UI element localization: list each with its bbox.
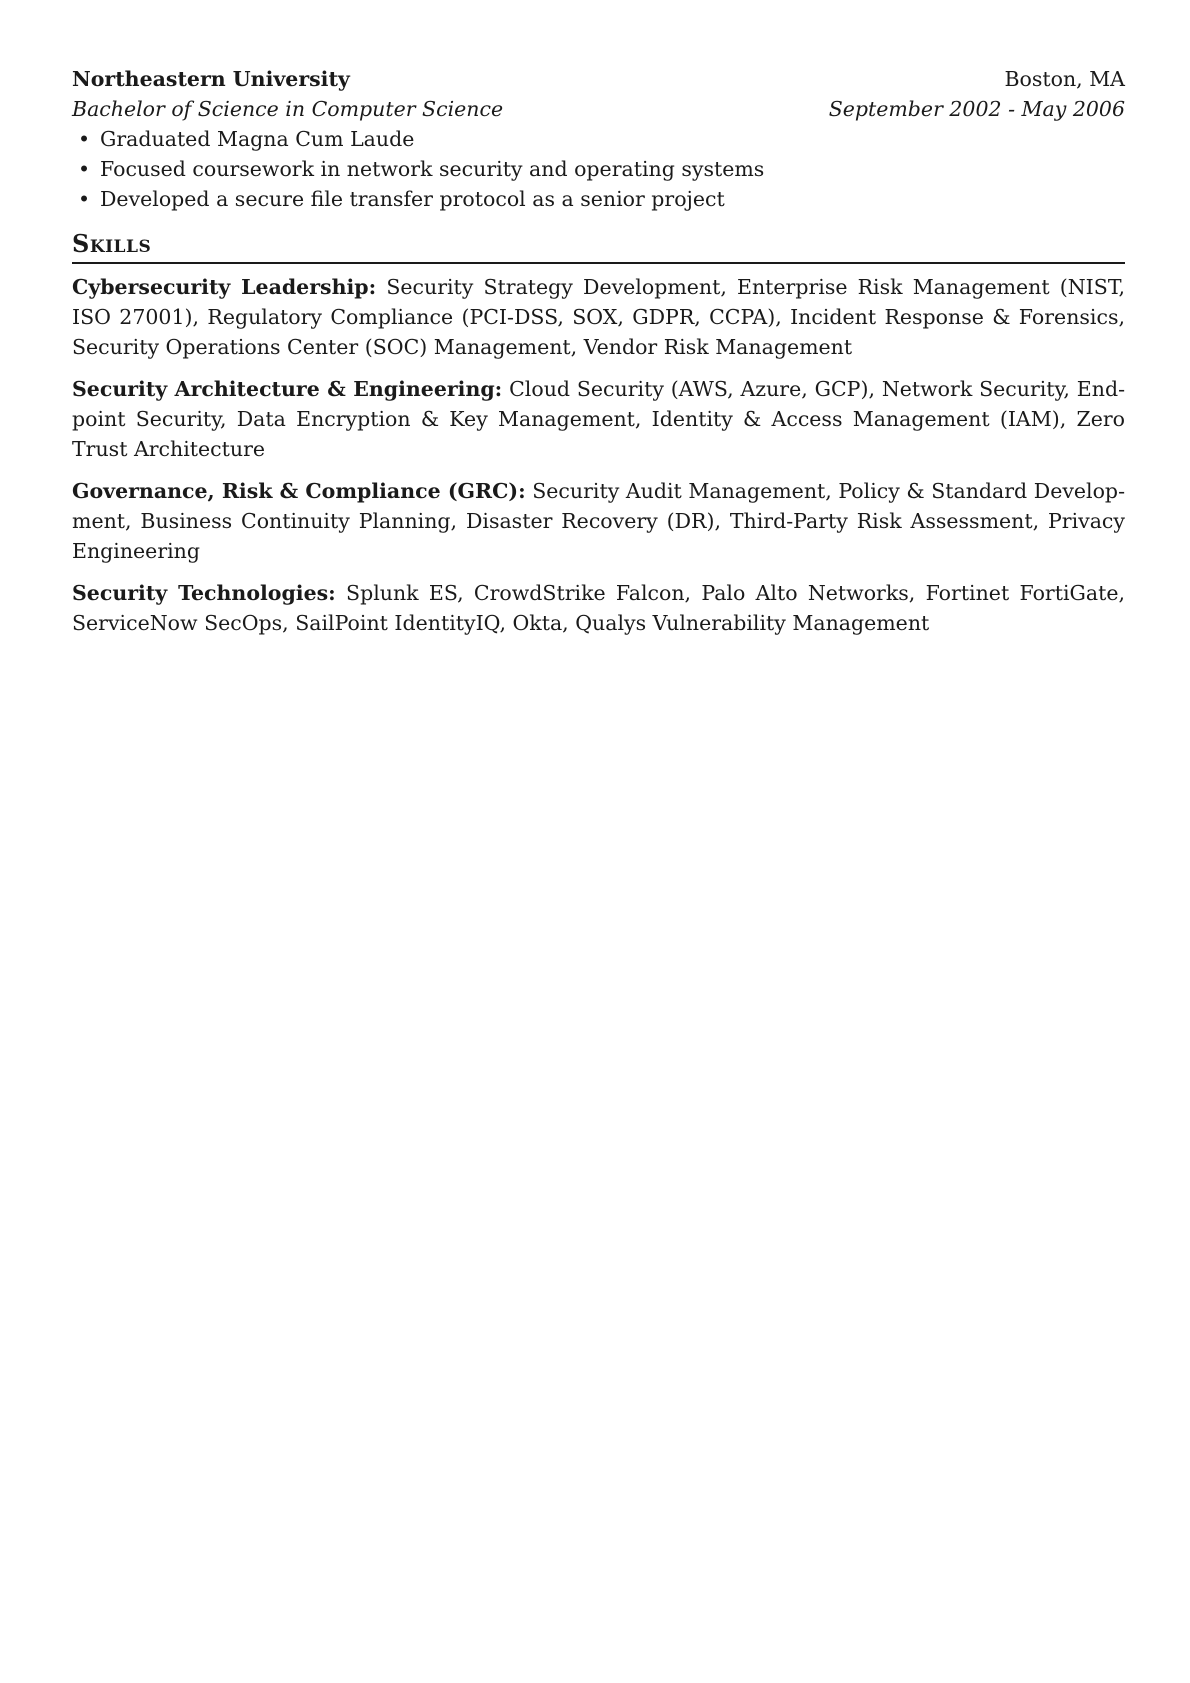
skills-section-title: Skills [72,228,1125,264]
skills-list [72,272,1125,638]
skill-category-label: Security Technologies: [72,581,336,605]
education-bullet-list [72,124,1125,214]
skill-category-label: Governance, Risk & Compliance (GRC): [72,479,526,503]
institution-name: Northeastern University [72,67,350,91]
skill-category [72,272,1125,362]
skill-category [72,476,1125,566]
skill-category [72,578,1125,638]
education-entry [72,64,1125,214]
skill-category-text: Cloud Security (AWS, Azure, GCP), Network Security, Endpoint Security, Data Encryption & Key Management, Identity & Access Management (IAM), Zero Trust Architecture [72,377,1126,461]
institution-location: Boston, MA [1004,67,1125,91]
skill-category-label: Cybersecurity Leadership: [72,275,377,299]
resume-page [72,64,1125,650]
education-subheader-row [72,94,1125,124]
list-item: • Developed a secure file transfer protocol as a senior project [72,184,1125,214]
skill-category-label: Security Architecture & Engineering: [72,377,503,401]
education-dates: September 2002 - May 2006 [828,97,1125,121]
education-header-row [72,64,1125,94]
list-item: • Focused coursework in network security and operating systems [72,154,1125,184]
degree-title: Bachelor of Science in Computer Science [72,97,504,121]
skill-category-text: Security Strategy Development, Enterprise Risk Management (NIST, ISO 27001), Regulatory Compliance (PCI-DSS, SOX, GDPR, CCPA), Incident Response & Forensics, Security Operations Center (SOC) Management, Vendor Risk Management [72,275,1125,359]
list-item: • Graduated Magna Cum Laude [72,124,1125,154]
skill-category-text: Security Audit Management, Policy & Standard Development, Business Continuity Planning, Disaster Recovery (DR), Third-Party Risk Assessment, Privacy Engineering [72,479,1125,563]
skill-category [72,374,1125,464]
skill-category-text: Splunk ES, CrowdStrike Falcon, Palo Alto Networks, Fortinet FortiGate, ServiceNow SecOps, SailPoint IdentityIQ, Okta, Qualys Vulnerability Management [72,581,1125,635]
